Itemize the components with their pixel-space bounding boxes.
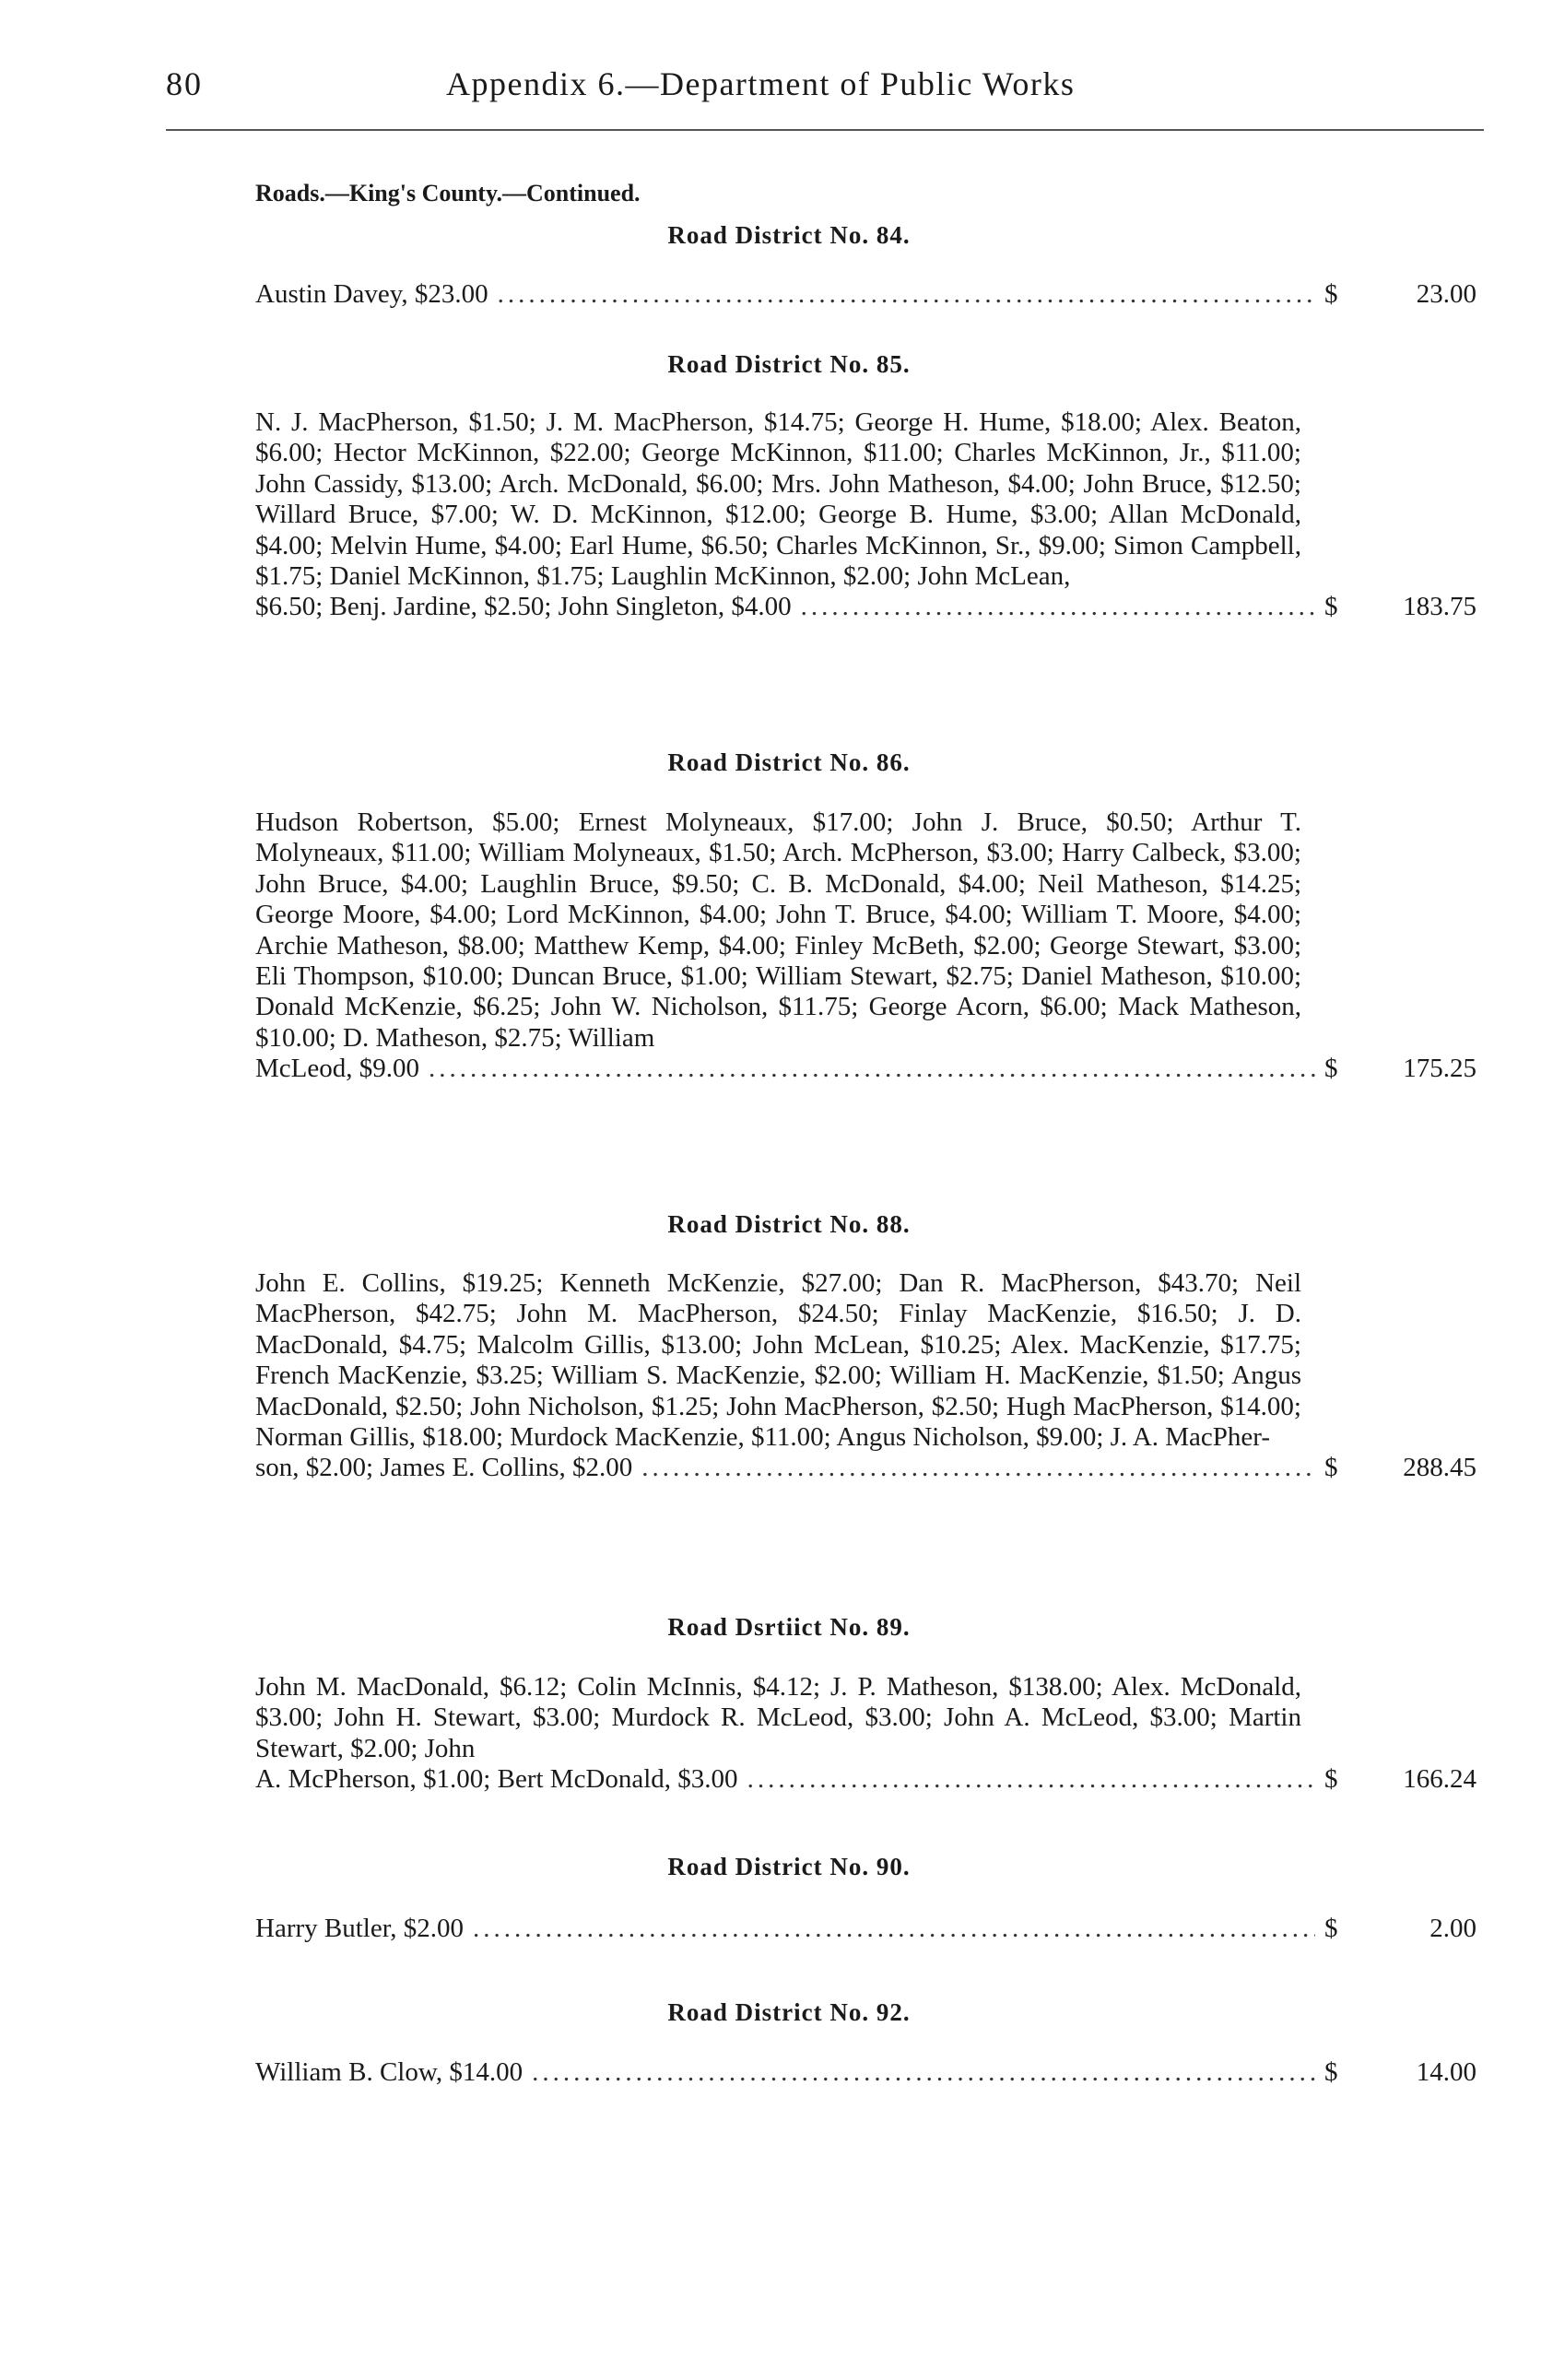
dot-leader <box>429 1054 1315 1084</box>
district-entry-88 <box>255 1268 1476 1484</box>
header-rule <box>166 129 1484 131</box>
district-entry-92 <box>255 2057 1476 2088</box>
currency-sign: $ <box>1324 279 1338 309</box>
district-total: 175.25 <box>1403 1054 1476 1084</box>
district-total: 14.00 <box>1416 2057 1476 2087</box>
entry-last-line: son, $2.00; James E. Collins, $2.00 <box>255 1453 633 1483</box>
entry-body-text: John E. Collins, $19.25; Kenneth McKenzie, $27.00; Dan R. MacPherson, $43.70; Neil MacPherson, $42.75; John M. MacPherson, $24.50; Finlay MacKenzie, $16.50; J. D. MacDonald, $4.75; Malcolm Gillis, $13.00; John McLean, $10.25; Alex. MacKenzie, $17.75; French MacKenzie, $3.25; William S. MacKenzie, $2.00; William H. MacKenzie, $1.50; Angus MacDonald, $2.50; John Nicholson, $1.25; John MacPherson, $2.50; Hugh MacPherson, $14.00; Norman Gillis, $18.00; Murdock MacKenzie, $11.00; Angus Nicholson, $9.00; J. A. MacPher- <box>255 1268 1301 1453</box>
entry-total-line <box>255 1054 1476 1084</box>
section-continued-heading: Roads.—King's County.—Continued. <box>255 180 641 206</box>
entry-body-text: John M. MacDonald, $6.12; Colin McInnis, $4.12; J. P. Matheson, $138.00; Alex. McDonald, $3.00; John H. Stewart, $3.00; Murdock R. McLeod, $3.00; John A. McLeod, $3.00; Martin Stewart, $2.00; John <box>255 1672 1301 1763</box>
district-total: 166.24 <box>1403 1764 1476 1795</box>
district-total: 183.75 <box>1403 592 1476 622</box>
dot-leader <box>532 2057 1315 2088</box>
dot-leader <box>641 1453 1315 1483</box>
entry-body-text: Hudson Robertson, $5.00; Ernest Molyneaux, $17.00; John J. Bruce, $0.50; Arthur T. Molyneaux, $11.00; William Molyneaux, $1.50; Arch. McPherson, $3.00; Harry Calbeck, $3.00; John Bruce, $4.00; Laughlin Bruce, $9.50; C. B. McDonald, $4.00; Neil Matheson, $14.25; George Moore, $4.00; Lord McKinnon, $4.00; John T. Bruce, $4.00; William T. Moore, $4.00; Archie Matheson, $8.00; Matthew Kemp, $4.00; Finley McBeth, $2.00; George Stewart, $3.00; Eli Thompson, $10.00; Duncan Bruce, $1.00; William Stewart, $2.75; Daniel Matheson, $10.00; Donald McKenzie, $6.25; John W. Nicholson, $11.75; George Acorn, $6.00; Mack Matheson, $10.00; D. Matheson, $2.75; William <box>255 807 1301 1053</box>
district-total: 2.00 <box>1429 1914 1476 1943</box>
district-heading-92: Road District No. 92. <box>667 1998 911 2026</box>
entry-last-line: William B. Clow, $14.00 <box>255 2057 523 2087</box>
currency-sign: $ <box>1324 1764 1338 1795</box>
entry-last-line: A. McPherson, $1.00; Bert McDonald, $3.00 <box>255 1764 738 1795</box>
district-heading-89: Road Dsrtiict No. 89. <box>667 1613 911 1641</box>
dot-leader <box>801 592 1315 622</box>
district-total: 288.45 <box>1403 1453 1476 1483</box>
district-heading-86: Road District No. 86. <box>667 748 911 776</box>
currency-sign: $ <box>1324 1054 1338 1084</box>
entry-total-line <box>255 2057 1476 2088</box>
entry-last-line: McLeod, $9.00 <box>255 1054 419 1084</box>
page-header <box>166 65 1272 120</box>
district-heading-85: Road District No. 85. <box>667 350 911 378</box>
entry-total-line <box>255 1453 1476 1483</box>
currency-sign: $ <box>1324 592 1338 622</box>
district-entry-85 <box>255 407 1476 623</box>
district-total: 23.00 <box>1416 279 1476 309</box>
currency-sign: $ <box>1324 2057 1338 2087</box>
entry-total-line <box>255 592 1476 622</box>
district-entry-84 <box>255 279 1476 310</box>
entry-total-line <box>255 279 1476 310</box>
currency-sign: $ <box>1324 1914 1338 1943</box>
entry-last-line: Harry Butler, $2.00 <box>255 1914 464 1943</box>
entry-total-line <box>255 1914 1476 1944</box>
entry-body-text: N. J. MacPherson, $1.50; J. M. MacPherson, $14.75; George H. Hume, $18.00; Alex. Beaton, $6.00; Hector McKinnon, $22.00; George McKinnon, $11.00; Charles McKinnon, Jr., $11.00; John Cassidy, $13.00; Arch. McDonald, $6.00; Mrs. John Matheson, $4.00; John Bruce, $12.50; Willard Bruce, $7.00; W. D. McKinnon, $12.00; George B. Hume, $3.00; Allan McDonald, $4.00; Melvin Hume, $4.00; Earl Hume, $6.50; Charles McKinnon, Sr., $9.00; Simon Campbell, $1.75; Daniel McKinnon, $1.75; Laughlin McKinnon, $2.00; John McLean, <box>255 407 1301 592</box>
currency-sign: $ <box>1324 1453 1338 1483</box>
district-entry-86 <box>255 807 1476 1085</box>
district-entry-89 <box>255 1672 1476 1796</box>
running-head: Appendix 6.—Department of Public Works <box>446 65 1076 102</box>
entry-last-line: $6.50; Benj. Jardine, $2.50; John Singleton, $4.00 <box>255 592 792 622</box>
page-number: 80 <box>166 65 203 102</box>
dot-leader <box>747 1764 1315 1795</box>
dot-leader <box>498 279 1315 310</box>
entry-total-line <box>255 1764 1476 1795</box>
entry-last-line: Austin Davey, $23.00 <box>255 279 488 309</box>
dot-leader <box>473 1914 1315 1944</box>
district-heading-90: Road District No. 90. <box>667 1853 911 1880</box>
district-heading-88: Road District No. 88. <box>667 1210 911 1238</box>
district-entry-90 <box>255 1914 1476 1944</box>
district-heading-84: Road District No. 84. <box>667 221 911 249</box>
